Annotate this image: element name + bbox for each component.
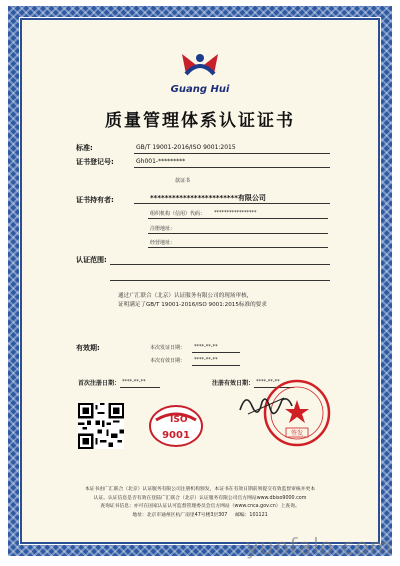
first-issue-value: ****-**-** <box>122 379 146 385</box>
holder-underline <box>134 203 330 204</box>
expiry-date-underline <box>192 365 240 366</box>
statement-line-1: 通过广汇联合（北京）认证服务有限公司的现场审核， <box>118 293 253 299</box>
biz-addr-underline <box>148 247 328 248</box>
first-issue-label: 首次注册日期： <box>78 380 121 387</box>
iso-badge-label: 9001 <box>162 430 190 441</box>
scope-label: 认证范围: <box>76 256 107 264</box>
org-code-label: 组织机构（信用）代码： <box>150 211 206 217</box>
standard-underline <box>134 153 330 154</box>
standard-label: 标准: <box>76 144 93 152</box>
reg-valid-label: 注册有效日期： <box>212 380 255 387</box>
validity-label: 有效期: <box>76 344 100 352</box>
brand-name: Guang Hui <box>170 84 230 95</box>
org-code-underline <box>148 218 328 219</box>
site-watermark: yunfalo.com <box>245 535 392 560</box>
sample-badge: 款证书 <box>175 178 191 184</box>
cert-no-value: Gh001-********* <box>136 158 186 165</box>
cert-no-label: 证书登记号: <box>76 158 114 166</box>
expiry-date-value: ****-**-** <box>194 357 218 363</box>
scope-underline-2 <box>110 280 330 281</box>
issue-date-label: 本次发证日期： <box>150 345 186 351</box>
signature-icon <box>236 388 296 418</box>
certificate-body <box>20 18 380 544</box>
iso-badge-icon <box>148 404 204 448</box>
certification-statement <box>118 292 328 310</box>
expiry-date-label: 本次有效日期： <box>150 358 186 364</box>
cert-no-underline <box>134 167 330 168</box>
footer-postcode: 邮编：101121 <box>235 512 268 518</box>
reg-valid-value: ****-**-** <box>256 379 280 385</box>
standard-value: GB/T 19001-2016/ISO 9001:2015 <box>136 144 236 151</box>
org-code-value: ***************** <box>214 210 257 216</box>
seal-stamp-text: 签发 <box>290 430 304 437</box>
footer-line-1: 本证书由广汇联合（北京）认证服务有限公司注册机构颁发，本证书在有效日期前须提交有效监督审核并更本 <box>84 487 316 492</box>
certificate-title: 质量管理体系认证证书 <box>105 111 295 131</box>
reg-addr-underline <box>148 233 328 234</box>
scope-underline-1 <box>110 264 330 265</box>
footer-address: 地址：北京市通州区杭广南里47号楼3层307 <box>132 512 228 518</box>
reg-addr-label: 注册地址： <box>150 226 176 232</box>
footer-line-3: 查询证书信息；亦可在国家认证认可监督管理委员会官方网站（www.cnca.gov.cn）上查询。 <box>100 504 300 509</box>
holder-value: ************************有限公司 <box>150 194 266 202</box>
certificate-footer <box>55 486 345 520</box>
footer-line-2: 认证。认证信息是否有效在登陆广汇联合（北京）认证服务有限公司官方网站www.dbiso9000.com <box>93 495 307 501</box>
statement-line-2: 证明满足了GB/T 19001-2016/ISO 9001:2015标准的要求 <box>118 302 267 308</box>
issue-date-value: ****-**-** <box>194 344 218 350</box>
footer-contact <box>55 512 345 521</box>
first-issue-underline <box>120 387 160 388</box>
qr-code-icon <box>78 403 124 449</box>
holder-label: 证书持有者: <box>76 196 114 204</box>
brand-logo-icon <box>176 48 224 80</box>
svg-text:ISO: ISO <box>170 415 188 425</box>
issue-date-underline <box>192 352 240 353</box>
biz-addr-label: 经营地址： <box>150 240 176 246</box>
